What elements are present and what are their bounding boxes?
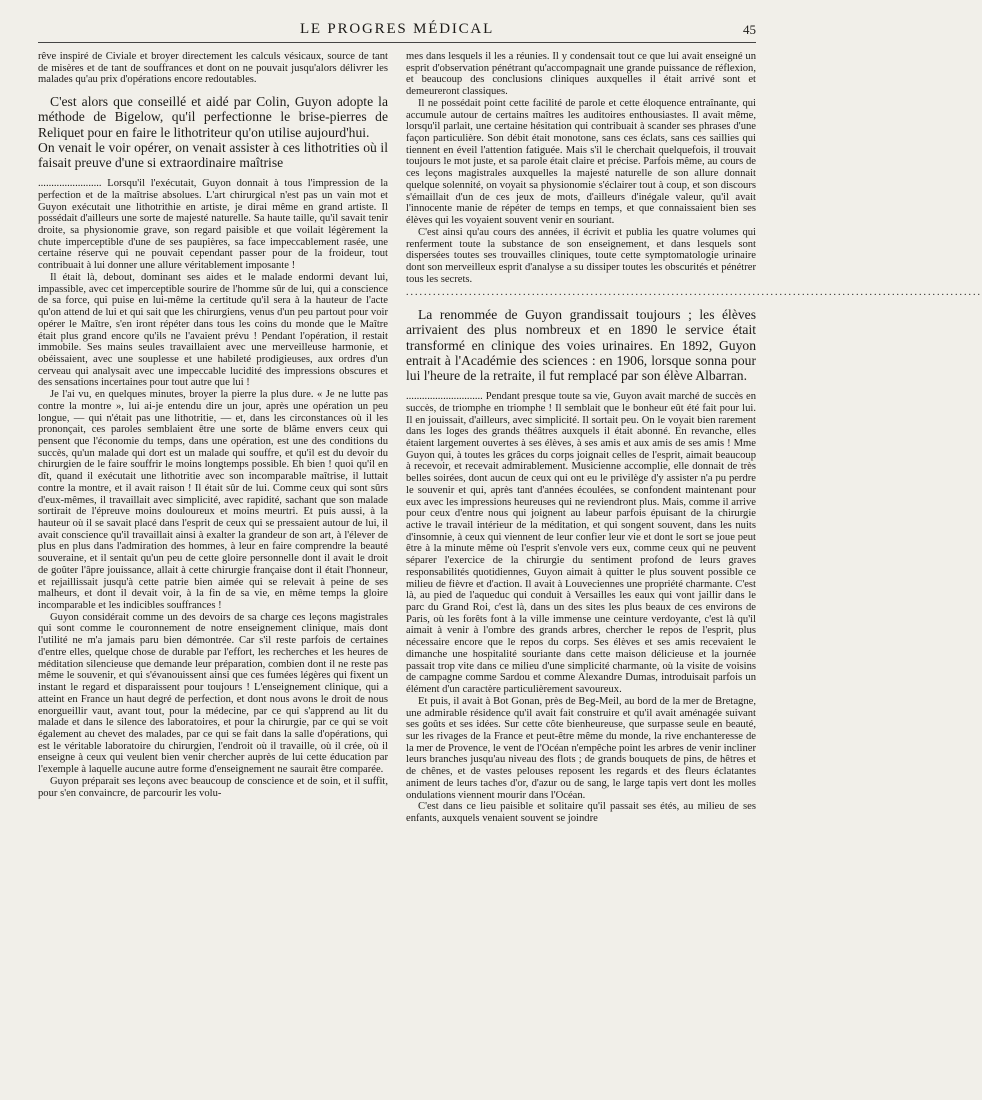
page-number: 45 (743, 22, 756, 37)
paragraph: Et puis, il avait à Bot Gonan, près de Beg-Meil, au bord de la mer de Bretagne, une admirable résidence qu'il avait fait construire et qu'il avait aménagée suivant ses goûts et ses idées. Sur cette côte bienheureuse, que surpasse seule en beauté, sur les rivages de la France et peut-être même du monde, la rive enchanteresse de la mer de Provence, le vent de l'Océan n'empêche point les arbres de venir incliner leurs branches jusqu'au niveau des flots ; de grands bouquets de pins, de hêtres et de chênes, et de vastes pelouses reposent les regards et des fleurs éclatantes animent de leurs taches d'or, d'azur ou de sang, le large tapis vert dont les molles ondulations viennent mourir dans l'Océan. (406, 695, 756, 801)
paragraph-text: Pendant presque toute sa vie, Guyon avait marché de succès en succès, de triomphe en triomphe ! Il semblait que le bonheur eût été fait pour lui. Il en jouissait, d'ailleurs, avec simplicité. Il sortait peu. On le voyait bien rarement dans les loges des grands théâtres auxquels il était abonné. En revanche, elles étaient largement ouvertes à ses élèves, à ses amis et aux amis de ses amis ! Mme Guyon qui, à toutes les grâces du corps joignait celles de l'esprit, aimait beaucoup à recevoir, et recevait admirablement. Musicienne accomplie, elle donnait de très belles soirées, dont aucun de ceux qui ont eu le privilège d'y assister n'a pu perdre le souvenir et qui, après tant d'années écoulées, se confondent maintenant pour eux avec les impressions heureuses qui ne reviendront plus. Mais, comme il arrive pour ceux d'entre nous qui joignent au labeur parfois épuisant de la chirurgie active le travail intérieur de la méditation, et qui songent souvent, dans les nuits d'insomnie, à ceux qui viennent de leur confier leur vie et dont le sort se joue peut être à la minute même où l'esprit s'envole vers eux, comme ceux qui ne peuvent séparer l'exercice de la chirurgie du sentiment profond de leurs graves responsabilités quotidiennes, Guyon aimait à quitter le plus souvent possible ce milieu de fièvre et d'action. Il avait à Louveciennes une propriété charmante. C'est là, au pied de l'aqueduc qui conduit à Versailles les eaux qui vont jaillir dans le parc du Grand Roi, c'est là, dans un des sites les plus beaux de ces environs de Paris, où les forêts font à la ville immense une ceinture verdoyante, c'est là qu'il aimait à venir à l'ombre des grands arbres, chercher le repos de l'esprit, plus nécessaire encore que le repos du corps. Ses élèves et ses amis recevaient le dimanche une hospitalité souriante dans cette maison délicieuse et la journée passait trop vite dans ce milieu d'une simplicité charmante, où la visite de voisins de campagne comme Sardou et comme Alexandre Dumas, introduisait parfois un élément d'un caractère particulièrement savoureux. (406, 391, 756, 696)
paragraph: Je l'ai vu, en quelques minutes, broyer la pierre la plus dure. « Je ne lutte pas contre la montre », lui ai-je entendu dire un jour, après une opération un peu longue, — qui n'était pas une lithotritie, — et, dans les circonstances où il les prononçait, ces paroles semblaient être une sorte de blâme envers ceux qui pensent que l'économie du temps, dans une opération, est une des conditions du succès, qu'un malade qui dort est un malade qui souffre, et qu'il est du devoir du chirurgien de le faire souffrir le moins longtemps possible. Eh bien ! quoi qu'il en dît, quand il exécutait une lithotritie avec son incomparable maîtrise, il luttait contre la montre, et il avait raison ! Il était sûr de lui. Comme ceux qui sont sûrs d'eux-mêmes, il travaillait avec simplicité, avec rapidité, sachant que son malade sortirait de l'épreuve moins douloureux et moins meurtri. Et puis aussi, à la hauteur où il se savait placé dans l'esprit de ceux qui se pressaient autour de lui, il avait conscience qu'il travaillait ainsi à exalter la grandeur de son art, à l'élever de plus en plus dans l'admiration des hommes, à leur en faire comprendre la beauté souveraine, et il sentait qu'un peu de cette gloire personnelle dont il avait le droit de goûter l'âpre jouissance, allait à cette chirurgie française dont il était l'honneur, et rejaillissait jusqu'à cette patrie bien aimée qui se relevait à peine de ses malheurs, et dont il devait voir, à la fin de sa vie, en même temps la gloire incomparable et les indicibles souffrances ! (38, 389, 388, 612)
paragraph-text: Lorsqu'il l'exécutait, Guyon donnait à tous l'impression de la perfection et de la maîtrise absolues. L'art chirurgical n'est pas un vain mot et Guyon exécutait une lithotrithie en artiste, je dirai même en grand artiste. Il possédait d'ailleurs une sorte de majesté naturelle. Sa haute taille, qu'il savait tenir droite, sa physionomie grave, son regard paisible et que voilait légèrement la chute imperceptible d'une de ses paupières, sa face impeccablement rasée, une certaine réserve qui ne pouvait cependant passer pour de la froideur, tout contribuait à lui donner une allure véritablement imposante ! (38, 178, 388, 272)
ellipsis-dots: ............................. (406, 391, 483, 403)
summary-heading: La renommée de Guyon grandissait toujours ; les élèves arrivaient des plus nombreux et en 1890 le service était transformé en clinique des voies urinaires. En 1892, Guyon entrait à l'Académie des sciences : en 1906, lorsque sonna pour lui l'heure de la retraite, il fut remplacé par son élève Albarran. (406, 307, 756, 383)
right-column (406, 51, 982, 825)
two-column-body (38, 51, 982, 825)
summary-text: C'est alors que conseillé et aidé par Colin, Guyon adopte la méthode de Bigelow, qu'il perfectionne le brise-pierres de Reliquet pour en faire le lithotriteur qu'on utilise aujourd'hui. (38, 94, 388, 140)
paragraph: Il était là, debout, dominant ses aides et le malade endormi devant lui, impassible, avec cet imperceptible sourire de l'homme sûr de lui, qui a conscience de sa force, qui puise en lui-même la certitude qu'il sera à la hauteur de l'acte qu'on attend de lui et qui sait que les chirurgiens, venus d'un peu partout pour voir opérer le Maître, s'en iront répéter dans tous les coins du monde que le Maître était plus grand encore qu'ils ne l'avaient prévu ! Pendant l'opération, il restait immobile. Ses mains seules travaillaient avec une merveilleuse harmonie, et obéissaient, avec une souplesse et une habileté prodigieuses, aux ordres d'un cerveau qui analysait avec une impeccable lucidité des impressions obscures et des sensations incertaines pour tout autre que lui ! (38, 271, 388, 389)
paragraph: C'est ainsi qu'au cours des années, il écrivit et publia les quatre volumes qui renferment toute la substance de son enseignement, et dans lesquels sont dispersées toutes ses trouvailles cliniques, toute cette symptomatologie urinaire dont son merveilleux esprit d'analyse a su dissiper toutes les obscurités et pénétrer tous les secrets. (406, 226, 756, 285)
paragraph: Guyon préparait ses leçons avec beaucoup de conscience et de soin, et il suffit, pour s'en convaincre, de parcourir les volu- (38, 775, 388, 799)
paragraph (38, 178, 388, 272)
page-header (38, 20, 756, 43)
paragraph: mes dans lesquels il les a réunies. Il y condensait tout ce que lui avait enseigné un esprit d'observation pénétrant qu'accompagnait une grande puissance de réflexion, et beaucoup des conclusions cliniques auxquelles il était arrivé sont et demeureront classiques. (406, 51, 756, 98)
paragraph: C'est dans ce lieu paisible et solitaire qu'il passait ses étés, au milieu de ses enfants, auxquels venaient souvent se joindre (406, 801, 756, 824)
journal-title: LE PROGRES MÉDICAL (299, 21, 495, 37)
paragraph (406, 391, 756, 696)
paragraph: rêve inspiré de Civiale et broyer directement les calculs vésicaux, source de tant de misères et de tant de souffrances et dont on ne pouvait jusqu'alors délivrer les malades qu'au prix d'opérations encore redoutables. (38, 51, 388, 86)
section-separator: ................................................................................................................................ (406, 287, 982, 299)
summary-text: On venait le voir opérer, on venait assister à ces lithotrities où il faisait preuve d'une si extraordinaire maîtrise (38, 139, 388, 170)
paragraph: Il ne possédait point cette facilité de parole et cette éloquence entraînante, qui accumule autour de certains maîtres les auditoires enthousiastes. Il avait même, lorsqu'il parlait, une certaine hésitation qui contribuait à scander ses phrases d'une façon particulière. Son débit était monotone, sans ces éclats, sans ces saillies qui tiennent en éveil l'attention fatiguée. Mais s'il le cherchait quelquefois, il trouvait toujours le mot juste, et sa parole était claire et précise. Parfois même, au cours de ces leçons magistrales auxquelles la majesté naturelle de son allure donnait quelque solennité, on voyait sa physionomie s'éclairer tout à coup, et son discours s'émaillait d'un de ces jeux de mots, d'ailleurs d'inégale valeur, qu'il avait l'innocente manie de répéter de temps en temps, et que connaissaient bien ses élèves qui les voyaient souvent venir en souriant. (406, 97, 756, 227)
summary-heading (38, 94, 388, 170)
left-column (38, 51, 388, 825)
paragraph: Guyon considérait comme un des devoirs de sa charge ces leçons magistrales qui sont comme le couronnement de notre enseignement clinique, mais dont l'utilité ne m'a jamais paru bien démontrée. Car s'il reste parfois de certaines d'entre elles, quelque chose de durable par l'effort, les recherches et les heures de méditation silencieuse que demande leur préparation, combien dont il ne reste pas même le souvenir, et qui s'évanouissent ainsi que ces fumées légères qui fixent un instant le regard et disparaissent pour toujours ! L'enseignement clinique, qui a atteint en France un haut degré de perfection, et dont nous avons le droit de nous enorgueillir vaut, avant tout, pour la médecine, par ce qui s'apprend au lit du malade et dans le silence des laboratoires, et pour la chirurgie, par ce qui se voit également au chevet des malades, par ce qui se fait dans la salle d'opérations, qui est le véritable laboratoire du chirurgien, l'endroit où il travaille, où il crée, où il enseigne à ceux qui veulent bien venir chercher auprès de lui cette éducation par l'exemple à laquelle aucune autre forme d'enseignement ne saurait être comparée. (38, 611, 388, 776)
ellipsis-dots: ........................ (38, 178, 102, 190)
